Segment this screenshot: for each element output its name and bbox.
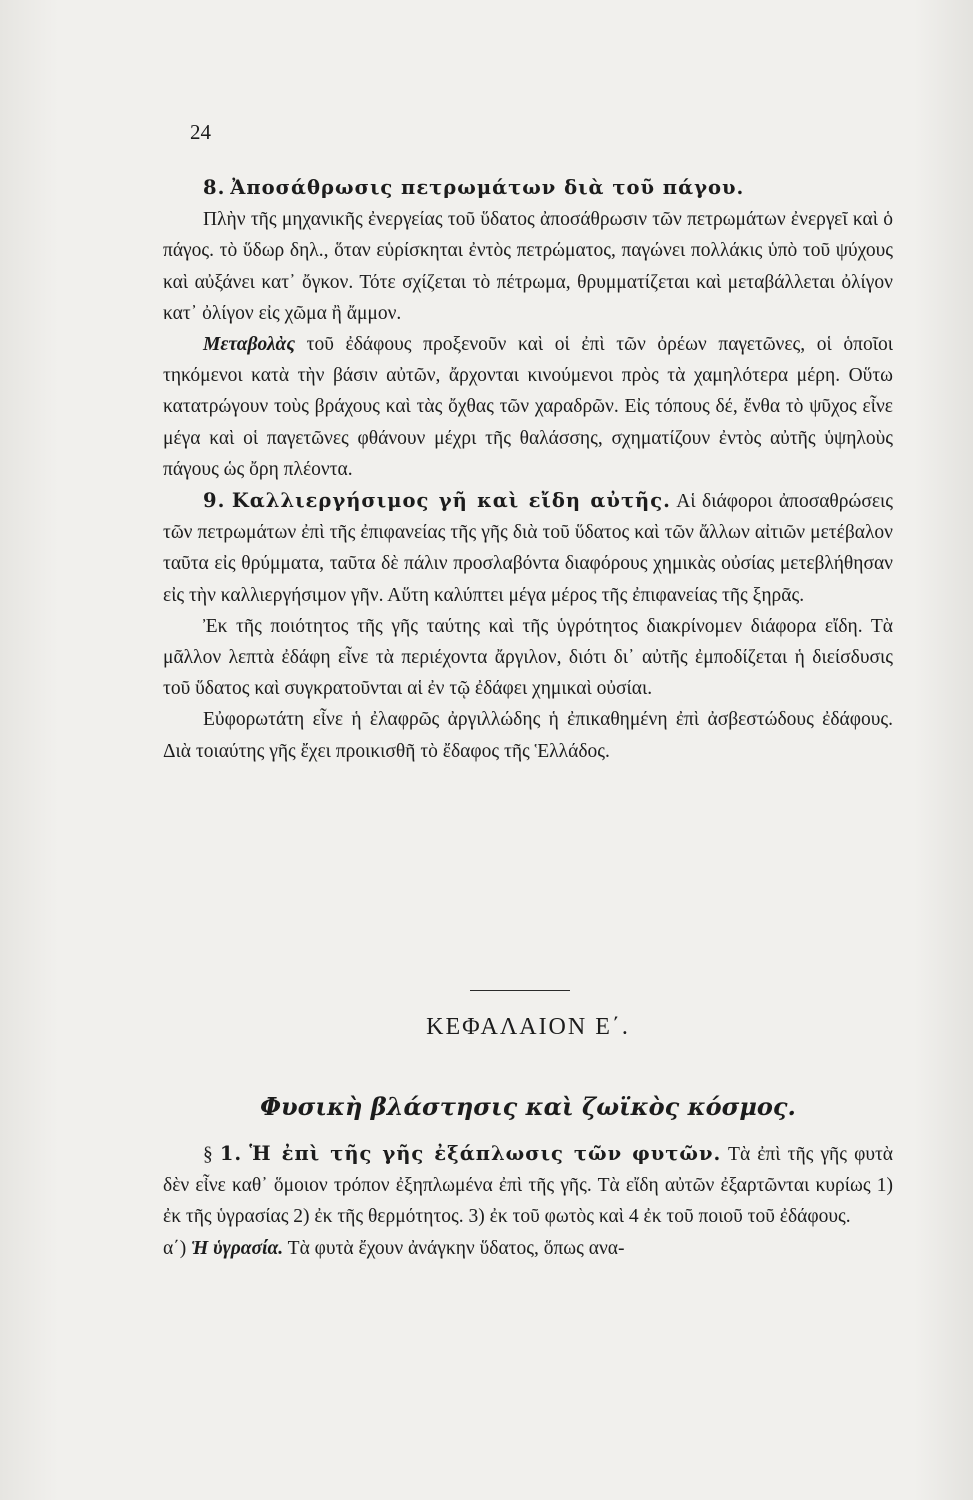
section-9-paragraph-1 [163, 485, 893, 611]
chapter-subtitle: Φυσικὴ βλάστησις καὶ ζωϊκὸς κόσμος. [260, 1092, 796, 1121]
subsection-title: Ἡ ὑγρασία. [191, 1237, 284, 1259]
chapter-heading: ΚΕΦΑΛΑΙΟΝ Ε΄. [426, 1014, 630, 1040]
section-1 [163, 1138, 893, 1264]
section-1-paragraph-2-text: Τὰ φυτὰ ἔχουν ἀνάγκην ὕδατος, ὅπως ανα- [283, 1237, 625, 1259]
section-8-title: Ἀποσάθρωσις πετρωμάτων διὰ τοῦ πάγου. [230, 176, 745, 199]
section-9-paragraph-2: Ἐκ τῆς ποιότητος τῆς γῆς ταύτης καὶ τῆς ὑγρότητος διακρίνομεν διάφορα εἴδη. Τὰ μᾶλλον λεπτὰ ἐδάφη εἶνε τὰ περιέχοντα ἄργιλον, διότι δι᾿ αὐτῆς ἐμποδίζεται ἡ διείσδυσις τοῦ ὕδατος καὶ συγκρατοῦνται αἱ ἐν τῷ ἐδάφει χημικαὶ οὐσίαι. [163, 615, 893, 700]
section-8-paragraph-2-lead: Μεταβολὰς [203, 334, 296, 356]
section-9-number: 9. [203, 489, 226, 513]
section-9-paragraph-1-text: Αἱ διάφοροι ἀποσαθρώσεις τῶν πετρωμάτων ἐπὶ τῆς ἐπιφανείας τῆς γῆς διὰ τοῦ ὕδατος καὶ τῶν ἄλλων αἰτιῶν μετέβαλον ταῦτα εἰς θρύμματα, ταῦτα δὲ πάλιν προσλαβόντα διαφόρους χημικὰς οὐσίας μετεβλήθησαν εἰς τὴν καλλιεργήσιμον γῆν. Αὕτη καλύπτει μέγα μέρος τῆς ἐπιφανείας τῆς ξηρᾶς. [163, 491, 893, 606]
section-1-number: 1. [219, 1142, 243, 1165]
section-1-paragraph-1-text: Τὰ ἐπὶ τῆς γῆς φυτὰ δὲν εἶνε καθ᾿ ὅμοιον τρόπον ἐξηπλωμένα ἐπὶ τῆς γῆς. Τὰ εἴδη αὐτῶν ἐξαρτῶνται κυρίως 1) ἐκ τῆς ὑγρασίας 2) ἐκ τῆς θερμότητος. 3) ἐκ τοῦ φωτὸς καὶ 4 ἐκ τοῦ ποιοῦ τοῦ ἐδάφους. [163, 1144, 894, 1228]
section-8-paragraph-2-text: τοῦ ἐδάφους προξενοῦν καὶ οἱ ἐπὶ τῶν ὀρέων παγετῶνες, οἱ ὁποῖοι τηκόμενοι κατὰ τὴν βάσιν αὐτῶν, ἄρχονται κινούμενοι πρὸς τὰ χαμηλότερα μέρη. Οὕτω κατατρώγουν τοὺς βράχους καὶ τὰς ὄχθας τῶν χαραδρῶν. Εἰς τόπους δέ, ἔνθα τὸ ψῦχος εἶνε μέγα καὶ οἱ παγετῶνες φθάνουν μέχρι τῆς θαλάσσης, σχηματίζουν ἐντὸς αὐτῆς ὑψηλοὺς πάγους ὡς ὄρη πλέοντα. [163, 334, 893, 480]
page-number: 24 [190, 120, 211, 144]
subsection-label: α΄) [163, 1237, 187, 1259]
section-9-paragraph-3: Εὐφορωτάτη εἶνε ἡ ἐλαφρῶς ἀργιλλώδης ἡ ἐπικαθημένη ἐπὶ ἀσβεστώδους ἐδάφους. Διὰ τοιαύτης γῆς ἔχει προικισθῆ τὸ ἔδαφος τῆς Ἑλλάδος. [163, 709, 893, 762]
section-8-paragraph-1: Πλὴν τῆς μηχανικῆς ἐνεργείας τοῦ ὕδατος ἀποσάθρωσιν τῶν πετρωμάτων ἐνεργεῖ καὶ ὁ πάγος. τὸ ὕδωρ δηλ., ὅταν εὑρίσκηται ἐντὸς πετρώματος, παγώνει πολλάκις ὑπὸ τοῦ ψύχους καὶ αὐξάνει κατ᾿ ὄγκον. Τότε σχίζεται τὸ πέτρωμα, θρυμματίζεται καὶ μεταβάλλεται ὀλίγον κατ᾿ ὀλίγον εἰς χῶμα ἢ ἄμμον. [163, 209, 893, 324]
section-sign: § [203, 1144, 213, 1165]
section-8-title-paragraph [163, 172, 893, 204]
section-1-title: Ἡ ἐπὶ τῆς γῆς ἐξάπλωσις τῶν φυτῶν. [249, 1142, 722, 1165]
section-8-number: 8. [203, 176, 226, 199]
section-1-paragraph-2 [163, 1233, 893, 1264]
section-8-paragraph-2 [163, 329, 893, 485]
section-1-paragraph-1 [163, 1138, 893, 1233]
section-8 [163, 172, 893, 767]
section-9-title: Καλλιεργήσιμος γῆ καὶ εἴδη αὐτῆς. [231, 489, 671, 513]
chapter-divider [470, 990, 570, 991]
